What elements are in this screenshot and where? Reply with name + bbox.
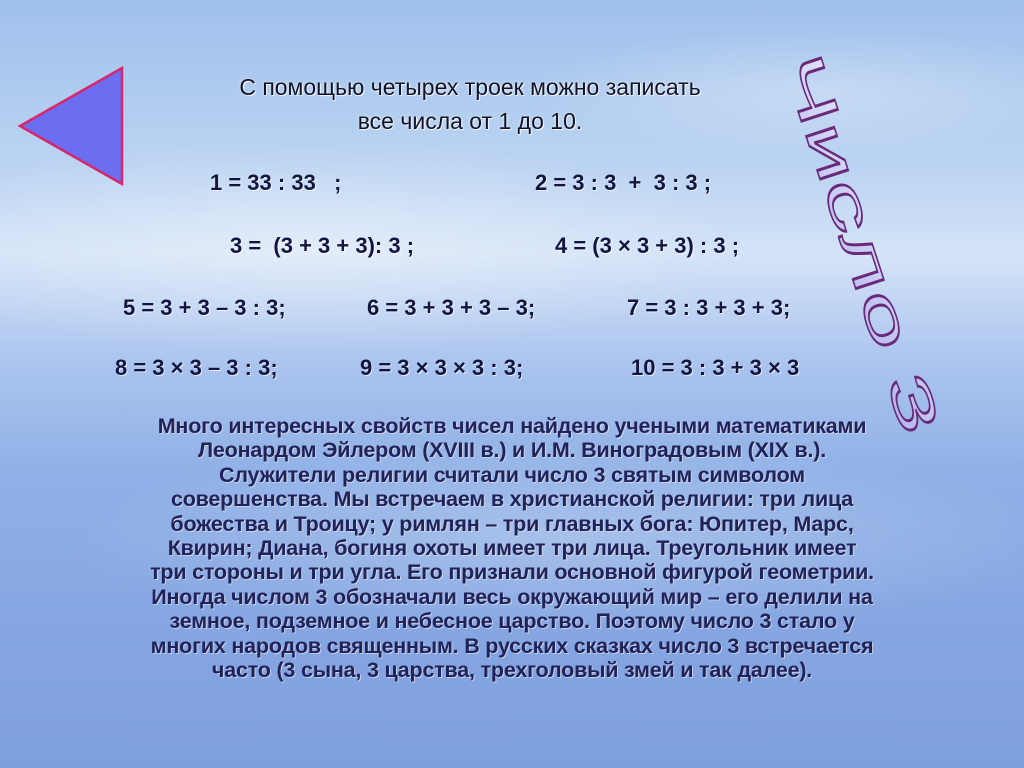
paragraph-line: божества и Троицу; у римлян – три главных бога: Юпитер, Марс,	[170, 511, 854, 536]
equation-2: 2 = 3 : 3 + 3 : 3 ;	[535, 170, 712, 195]
intro-text	[150, 70, 790, 138]
equation-6: 6 = 3 + 3 + 3 – 3;	[367, 295, 536, 320]
equation-9: 9 = 3 × 3 × 3 : 3;	[360, 355, 524, 380]
intro-line-1: С помощью четырех троек можно записать	[239, 74, 701, 100]
equation-7: 7 = 3 : 3 + 3 + 3;	[627, 295, 791, 320]
slide-title-number-3	[770, 28, 980, 442]
paragraph-line: Много интересных свойств чисел найдено учеными математиками	[157, 414, 867, 438]
paragraph-line: Служители религии считали число 3 святым символом	[219, 462, 805, 487]
paragraph-line: земное, подземное и небесное царство. Поэтому число 3 стало у	[169, 609, 855, 634]
paragraph-line: Квирин; Диана, богиня охоты имеет три лица. Треугольник имеет	[167, 536, 857, 561]
equation-3: 3 = (3 + 3 + 3): 3 ;	[230, 233, 415, 258]
equation-8: 8 = 3 × 3 – 3 : 3;	[115, 355, 278, 380]
paragraph-line: три стороны и три угла. Его признали основной фигурой геометрии.	[150, 560, 874, 585]
slide-title-text: Число 3	[770, 46, 952, 442]
equation-10: 10 = 3 : 3 + 3 × 3	[631, 355, 800, 380]
paragraph-line: часто (3 сына, 3 царства, трехголовый змей и так далее).	[211, 658, 813, 683]
equation-5: 5 = 3 + 3 – 3 : 3;	[123, 295, 286, 320]
paragraph-line: совершенства. Мы встречаем в христианской религии: три лица	[170, 487, 854, 512]
paragraph-line: многих народов священным. В русских сказках число 3 встречается	[150, 633, 874, 658]
triangle-shape	[16, 64, 128, 190]
intro-line-2: все числа от 1 до 10.	[357, 108, 583, 134]
equation-1: 1 = 33 : 33 ;	[210, 170, 342, 195]
body-paragraph	[70, 414, 954, 682]
equation-4: 4 = (3 × 3 + 3) : 3 ;	[555, 233, 740, 258]
paragraph-line: Леонардом Эйлером (XVIII в.) и И.М. Виноградовым (XIX в.).	[198, 438, 826, 463]
paragraph-line: Иногда числом 3 обозначали весь окружающий мир – его делили на	[151, 584, 873, 609]
